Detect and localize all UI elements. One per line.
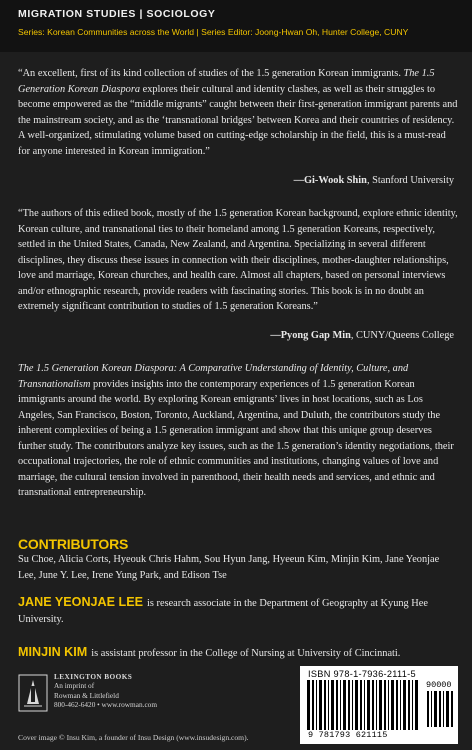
- review-quote-2: [18, 206, 458, 315]
- price-code: 90000: [426, 680, 452, 690]
- quote-2-affiliation: , CUNY/Queens College: [350, 330, 454, 341]
- review-quote-1: [18, 66, 458, 159]
- editor-description-1: is research associate in the Department of Geography at Kyung Hee University.: [18, 598, 428, 625]
- series-line: Series: Korean Communities across the World | Series Editor: Joong-Hwan Oh, Hunter College, CUNY: [18, 27, 409, 37]
- price-barcode-icon: [426, 691, 454, 727]
- isbn-label: ISBN 978-1-7936-2111-5: [308, 669, 416, 679]
- barcode-digits: 9 781793 621115: [308, 730, 388, 740]
- quote-2-attribution: [270, 330, 454, 341]
- quote-1-text-end: explores their cultural and identity clashes, as well as their struggles to become empowered as the “middle migrants” caught between their first-generation immigrant parents and the mainstream society, and as the ‘transnational bridges’ between Korea and their countries of residency. A well-organized, stimulating volume based on cutting-edge scholarship in the field, this is a must-read for anyone interested in Korean immigration.”: [18, 83, 458, 157]
- editor-bio-1: [18, 595, 458, 627]
- publisher-text: [54, 672, 157, 710]
- publisher-imprint-line: An imprint of: [54, 681, 95, 691]
- quote-2-text: “The authors of this edited book, mostly of the 1.5 generation Korean background, explore ethnic identity, Korean culture, and transnational ties to their homeland among 1.5 generation Koreans, respectively, settled in the United States, Canada, New Zealand, and Argentina. Specializing in several different disciplines, they discuss these issues in connection with their disciplines, mother-daughter relationships, love and marriage, Korean churches, and health care. Almost all chapters, based on personal interviews and/or ethnographic research, provide readers with fascinating stories. This book is in no doubt an extremely significant contribution to studies of 1.5 generation Koreans.”: [18, 208, 458, 312]
- barcode-box: [300, 666, 458, 744]
- publisher-block: [18, 670, 198, 725]
- cover-credit: Cover image © Insu Kim, a founder of Insu Design (www.insudesign.com).: [18, 733, 249, 742]
- contributors-heading: CONTRIBUTORS: [18, 536, 129, 552]
- publisher-contact: 800-462-6420 • www.rowman.com: [54, 700, 158, 710]
- quote-1-attribution: [294, 175, 454, 186]
- publisher-logo-icon: [18, 674, 48, 712]
- description-book-title: The 1.5 Generation Korean Diaspora: A Comparative Understanding of Identity, Culture, and Transnationalism: [18, 363, 409, 390]
- quote-1-book-title: The 1.5 Generation Korean Diaspora: [18, 68, 435, 95]
- description-text: provides insights into the contemporary experiences of 1.5 generation Korean immigrants around the world. By exploring Korean emigrants’ lives in host locations, such as Los Angeles, San Francisco, Boston, Toronto, Auckland, Argentina, and Duluth, the contributors study the inherent complexities of being a 1.5 generation immigrant and show that this unique group deserves further study. The contributors analyze key issues, such as the 1.5 generation’s identity negotiations, their occupational trajectories, the role of ethnic communities and institutions, changing values of love and marriage, the cultural tension involved in parenthood, their health needs and services, and ethnic and transnational entrepreneurship.: [18, 378, 454, 498]
- editor-description-2: is assistant professor in the College of Nursing at University of Cincinnati.: [91, 648, 401, 659]
- editor-bio-2: [18, 645, 458, 662]
- quote-1-author: —Gi-Wook Shin: [293, 175, 367, 186]
- book-description: [18, 361, 458, 501]
- quote-1-affiliation: , Stanford University: [366, 175, 454, 186]
- publisher-name: LEXINGTON BOOKS: [54, 672, 133, 681]
- barcode-icon: [306, 680, 418, 730]
- editor-name-2: MINJIN KIM: [18, 645, 88, 659]
- editor-name-1: JANE YEONJAE LEE: [18, 595, 144, 609]
- quote-1-text-start: “An excellent, first of its kind collection of studies of the 1.5 generation Korean immigrants.: [18, 68, 404, 79]
- contributors-list: Su Choe, Alicia Corts, Hyeouk Chris Hahm, Sou Hyun Jang, Hyeeun Kim, Minjin Kim, Jane Yeonjae Lee, June Y. Lee, Irene Yung Park, and Edison Tse: [18, 554, 440, 581]
- quote-2-author: —Pyong Gap Min: [270, 330, 351, 341]
- publisher-parent: Rowman & Littlefield: [54, 690, 119, 700]
- category-label: MIGRATION STUDIES | SOCIOLOGY: [18, 8, 216, 20]
